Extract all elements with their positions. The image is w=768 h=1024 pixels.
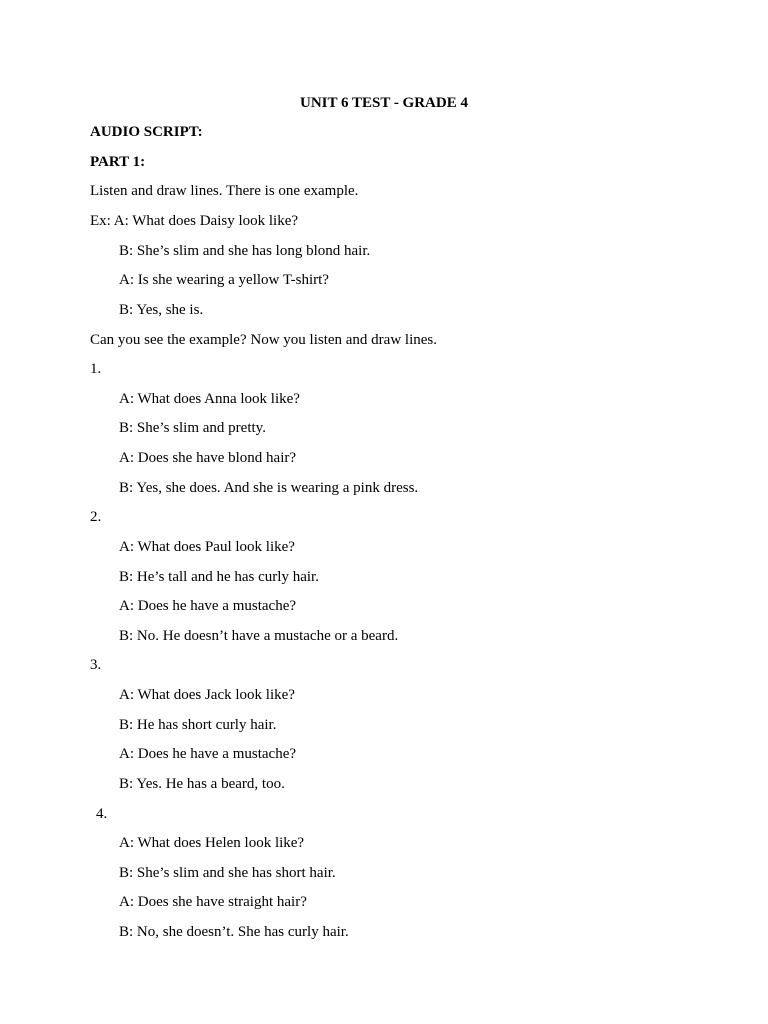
document-title: UNIT 6 TEST - GRADE 4 (300, 95, 468, 111)
dialogue-line: A: What does Paul look like? (119, 539, 295, 555)
instruction-text: Listen and draw lines. There is one example. (90, 183, 359, 199)
dialogue-line: A: Does she have blond hair? (119, 450, 297, 466)
transition-text: Can you see the example? Now you listen and draw lines. (90, 332, 437, 348)
example-line: A: Is she wearing a yellow T-shirt? (119, 272, 329, 288)
dialogue-line: A: What does Helen look like? (119, 835, 305, 851)
dialogue-line: A: Does he have a mustache? (119, 598, 297, 614)
audio-script-heading: AUDIO SCRIPT: (90, 124, 203, 140)
dialogue-line: B: She’s slim and she has short hair. (119, 865, 336, 881)
item-number: 4. (96, 806, 108, 822)
dialogue-line: A: What does Jack look like? (119, 687, 295, 703)
item-number: 1. (90, 361, 102, 377)
dialogue-line: B: He’s tall and he has curly hair. (119, 569, 319, 585)
dialogue-line: A: Does she have straight hair? (119, 894, 307, 910)
dialogue-line: B: No. He doesn’t have a mustache or a beard. (119, 628, 399, 644)
item-number: 3. (90, 657, 102, 673)
dialogue-line: B: He has short curly hair. (119, 717, 277, 733)
dialogue-line: A: What does Anna look like? (119, 391, 300, 407)
dialogue-line: B: No, she doesn’t. She has curly hair. (119, 924, 349, 940)
example-line: Ex: A: What does Daisy look like? (90, 213, 299, 229)
part-heading: PART 1: (90, 154, 146, 170)
dialogue-line: A: Does he have a mustache? (119, 746, 297, 762)
example-line: B: She’s slim and she has long blond hair. (119, 243, 371, 259)
item-number: 2. (90, 509, 102, 525)
dialogue-line: B: Yes. He has a beard, too. (119, 776, 285, 792)
dialogue-line: B: Yes, she does. And she is wearing a pink dress. (119, 480, 419, 496)
example-line: B: Yes, she is. (119, 302, 204, 318)
dialogue-line: B: She’s slim and pretty. (119, 420, 266, 436)
